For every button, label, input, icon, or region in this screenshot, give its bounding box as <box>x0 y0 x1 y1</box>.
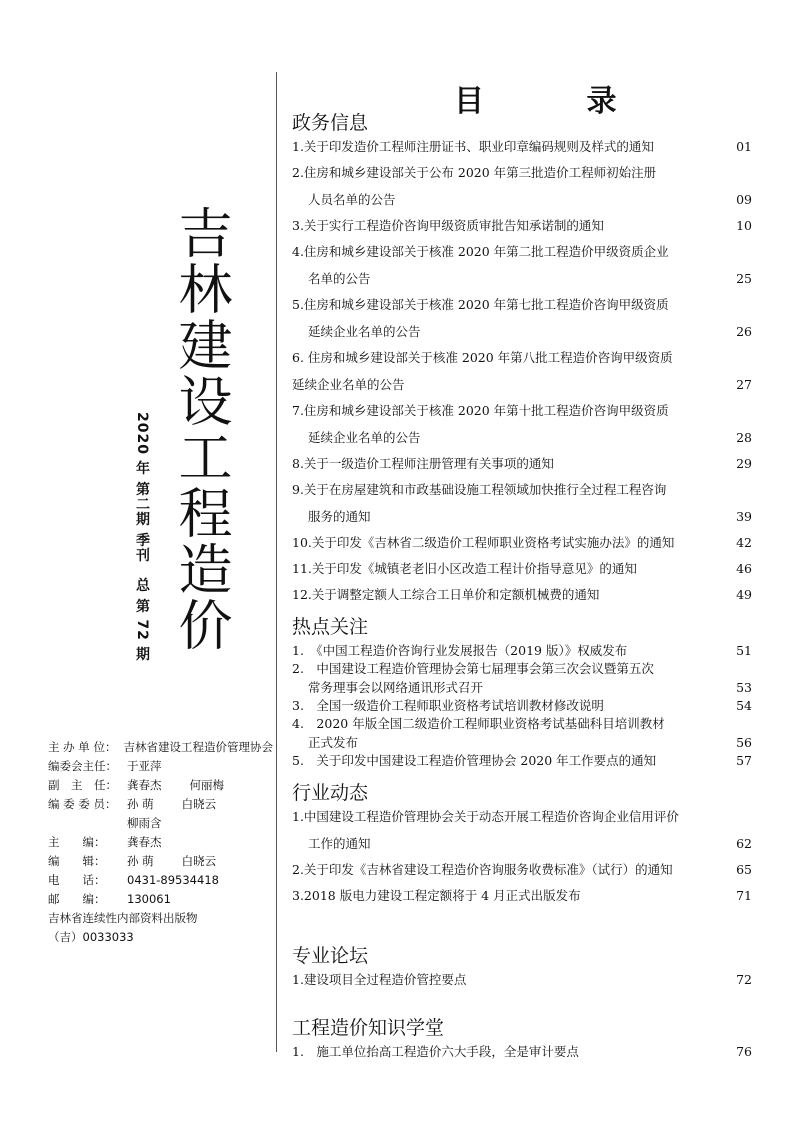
section-heading: 工程造价知识学堂 <box>292 1017 445 1039</box>
toc-entry <box>292 861 752 879</box>
toc-entry-page: 25 <box>736 271 752 286</box>
toc-entry-page: 65 <box>736 862 752 877</box>
toc-entry-page: 29 <box>736 456 752 471</box>
colophon-zip <box>48 890 273 909</box>
toc-entry-title: 1.关于印发造价工程师注册证书、职业印章编码规则及样式的通知 <box>292 139 654 154</box>
toc-entry-title-cont: 正式发布 <box>308 735 359 750</box>
toc-entry-title: 2.住房和城乡建设部关于公布 2020 年第三批造价工程师初始注册 <box>292 165 657 180</box>
colophon-note: （吉）0033033 <box>48 930 134 944</box>
colophon-sponsor <box>48 738 273 757</box>
colophon-note: 吉林省连续性内部资料出版物 <box>48 911 198 925</box>
colophon-key: 副 主 任： <box>48 778 117 792</box>
colophon-value: 龚春杰 <box>127 778 162 792</box>
toc-entry <box>292 296 752 341</box>
toc-entry-title: 1. 施工单位抬高工程造价六大手段，全是审计要点 <box>292 1044 579 1059</box>
colophon-phone <box>48 871 273 890</box>
colophon-key: 主 编： <box>48 835 106 849</box>
toc-entry-title: 8.关于一级造价工程师注册管理有关事项的通知 <box>292 456 554 471</box>
toc-entry-page: 01 <box>736 139 752 154</box>
toc-entry-page: 28 <box>736 430 752 445</box>
toc-entry <box>292 642 752 660</box>
colophon-value: 龚春杰 <box>127 835 162 849</box>
colophon-value: 柳雨含 <box>127 816 162 830</box>
toc-entry-page: 72 <box>736 972 752 987</box>
toc-entry-title: 11.关于印发《城镇老老旧小区改造工程计价指导意见》的通知 <box>292 561 637 576</box>
colophon-director <box>48 757 273 776</box>
toc-entry-page: 49 <box>736 587 752 602</box>
toc-entry-title-cont: 延续企业名单的公告 <box>292 377 405 392</box>
toc-entry-page: 39 <box>736 509 752 524</box>
toc-entry <box>292 560 752 578</box>
section-heading: 热点关注 <box>292 616 369 638</box>
toc-entry-page: 42 <box>736 535 752 550</box>
table-of-contents <box>292 110 752 1061</box>
colophon-chief <box>48 833 273 852</box>
toc-entry-title: 4. 2020 年版全国二级造价工程师职业资格考试基础科目培训教材 <box>292 716 665 731</box>
toc-entry <box>292 164 752 209</box>
colophon-members <box>48 795 273 814</box>
toc-entry-title: 2.关于印发《吉林省建设工程造价咨询服务收费标准》（试行）的通知 <box>292 862 673 877</box>
section-heading: 行业动态 <box>292 782 369 804</box>
toc-entry-title-cont: 服务的通知 <box>308 509 371 524</box>
colophon-value: 130061 <box>127 892 171 906</box>
toc-entry-title: 3.关于实行工程造价咨询甲级资质审批告知承诺制的通知 <box>292 218 604 233</box>
colophon-value: 吉林省建设工程造价管理协会 <box>123 740 273 754</box>
colophon-value: 白晓云 <box>181 797 217 811</box>
colophon-value: 于亚萍 <box>127 759 162 773</box>
toc-entry-title-cont: 常务理事会以网络通讯形式召开 <box>308 680 484 695</box>
toc-entry-page: 10 <box>736 218 752 233</box>
colophon-key: 电 话： <box>48 873 106 887</box>
toc-entry <box>292 1043 752 1061</box>
toc-entry-page: 57 <box>736 753 752 768</box>
toc-entry-title: 12.关于调整定额人工综合工日单价和定额机械费的通知 <box>292 587 600 602</box>
toc-entry <box>292 697 752 715</box>
toc-entry <box>292 349 752 394</box>
toc-entry-page: 09 <box>736 192 752 207</box>
column-divider <box>276 72 277 1052</box>
toc-entry-title-cont: 人员名单的公告 <box>308 192 396 207</box>
toc-entry-page: 76 <box>736 1044 752 1059</box>
colophon-value: 孙 萌 <box>127 854 154 868</box>
toc-entry-title: 4.住房和城乡建设部关于核准 2020 年第二批工程造价甲级资质企业 <box>292 244 669 259</box>
toc-entry-title: 10.关于印发《吉林省二级造价工程师职业资格考试实施办法》的通知 <box>292 535 675 550</box>
toc-entry-title: 5.住房和城乡建设部关于核准 2020 年第七批工程造价咨询甲级资质 <box>292 297 669 312</box>
toc-entry-title: 6. 住房和城乡建设部关于核准 2020 年第八批工程造价咨询甲级资质 <box>292 350 673 365</box>
toc-entry-page: 46 <box>736 561 752 576</box>
colophon-deputy <box>48 776 273 795</box>
colophon-editor <box>48 852 273 871</box>
toc-entry-title: 1. 《中国工程造价咨询行业发展报告（2019 版）》权威发布 <box>292 643 628 658</box>
colophon-key: 邮 编： <box>48 892 106 906</box>
issue-line: 2020 年 第二期 季刊 总 第 72 期 <box>134 412 150 662</box>
colophon-value: 白晓云 <box>181 854 217 868</box>
toc-entry-page: 62 <box>736 836 752 851</box>
toc-entry-title-cont: 工作的通知 <box>308 836 371 851</box>
toc-entry <box>292 887 752 905</box>
colophon-value: 0431-89534418 <box>127 873 219 887</box>
toc-entry-title: 7.住房和城乡建设部关于核准 2020 年第十批工程造价咨询甲级资质 <box>292 403 669 418</box>
toc-entry <box>292 402 752 447</box>
toc-entry-page: 54 <box>736 698 752 713</box>
toc-entry-page: 51 <box>736 643 752 658</box>
toc-title: 目 录 <box>454 84 663 119</box>
toc-entry-page: 56 <box>736 735 752 750</box>
toc-entry <box>292 660 752 697</box>
toc-entry <box>292 752 752 770</box>
toc-entry <box>292 971 752 989</box>
toc-entry-title: 1.中国建设工程造价管理协会关于动态开展工程造价咨询企业信用评价 <box>292 809 679 824</box>
toc-entry-page: 71 <box>736 888 752 903</box>
toc-entry-page: 26 <box>736 324 752 339</box>
colophon-key: 编 委 委 员： <box>48 797 117 811</box>
magazine-title: 吉林建设工程造价 <box>170 205 233 653</box>
toc-entry-page: 53 <box>736 680 752 695</box>
toc-entry-title: 2. 中国建设工程造价管理协会第七届理事会第三次会议暨第五次 <box>292 661 654 676</box>
toc-entry <box>292 243 752 288</box>
toc-entry-title-cont: 名单的公告 <box>308 271 371 286</box>
toc-entry-title: 3. 全国一级造价工程师职业资格考试培训教材修改说明 <box>292 698 604 713</box>
toc-entry-title: 5. 关于印发中国建设工程造价管理协会 2020 年工作要点的通知 <box>292 753 657 768</box>
toc-entry <box>292 481 752 526</box>
colophon-value: 孙 萌 <box>127 797 154 811</box>
toc-entry <box>292 808 752 853</box>
section-heading: 专业论坛 <box>292 945 369 967</box>
colophon-key: 编委会主任： <box>48 759 117 773</box>
toc-entry-title: 1.建设项目全过程造价管控要点 <box>292 972 467 987</box>
toc-entry <box>292 138 752 156</box>
toc-entry-title-cont: 延续企业名单的公告 <box>308 324 421 339</box>
toc-entry <box>292 534 752 552</box>
colophon-key: 主 办 单 位： <box>48 740 117 754</box>
colophon <box>48 738 273 947</box>
toc-entry-title: 9.关于在房屋建筑和市政基础设施工程领域加快推行全过程工程咨询 <box>292 482 667 497</box>
toc-entry <box>292 715 752 752</box>
toc-entry <box>292 455 752 473</box>
colophon-members-cont <box>48 814 273 833</box>
toc-entry-page: 27 <box>736 377 752 392</box>
section-heading: 政务信息 <box>292 112 369 134</box>
toc-entry <box>292 217 752 235</box>
colophon-value: 何丽梅 <box>189 778 224 792</box>
toc-entry-title-cont: 延续企业名单的公告 <box>308 430 421 445</box>
toc-entry <box>292 586 752 604</box>
toc-entry-title: 3.2018 版电力建设工程定额将于 4 月正式出版发布 <box>292 888 581 903</box>
colophon-key: 编 辑： <box>48 854 106 868</box>
